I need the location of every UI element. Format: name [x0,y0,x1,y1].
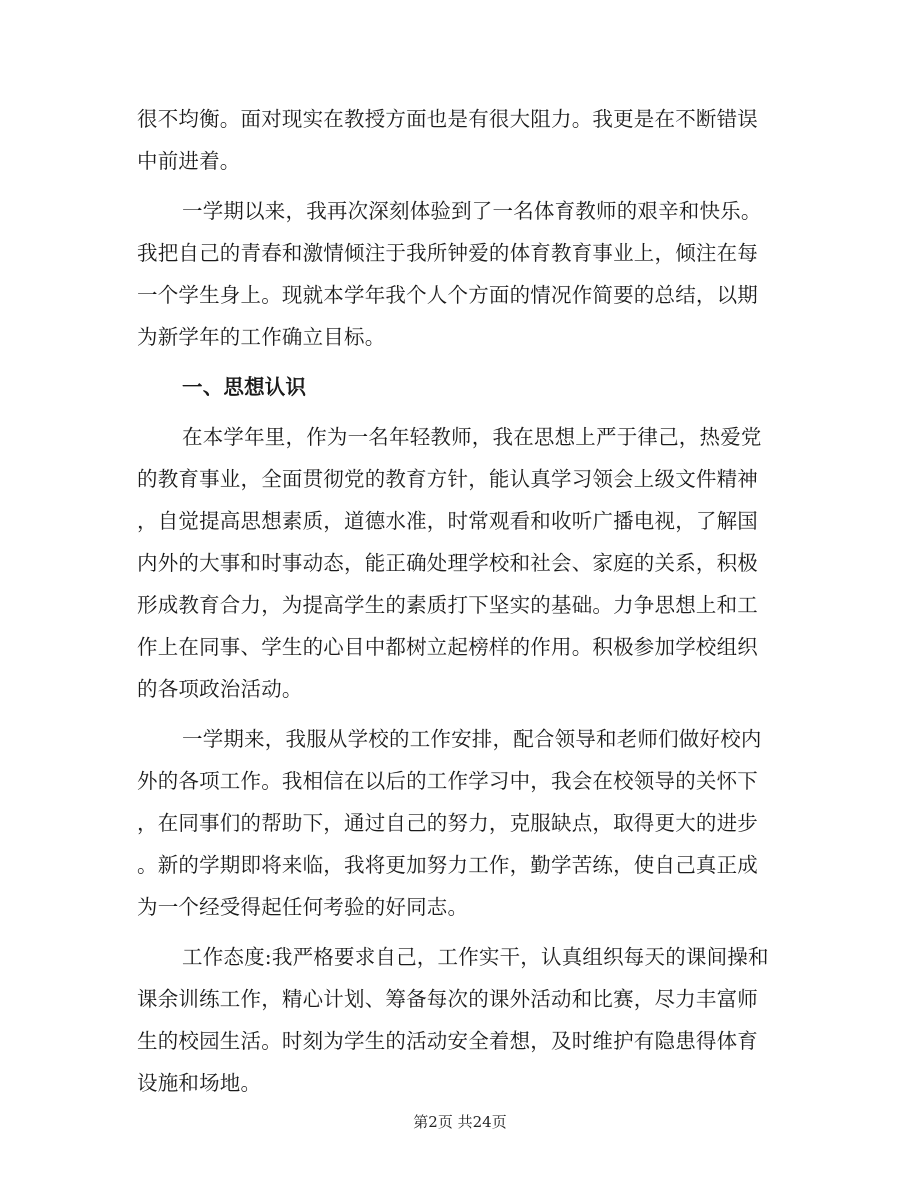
document-body [137,98,787,1104]
text-line: ，自觉提高思想素质，道德水准，时常观看和收听广播电视，了解国 [137,509,758,533]
section-heading-text: 一、思想认识 [182,375,307,399]
text-line: 一学期以来，我再次深刻体验到了一名体育教师的艰辛和快乐。 [182,199,762,223]
text-line: 作上在同事、学生的心目中都树立起榜样的作用。积极参加学校组织 [137,635,758,659]
paragraph [137,718,787,928]
text-line: 的教育事业，全面贯彻党的教育方针，能认真学习领会上级文件精神 [137,467,758,491]
text-line: 为一个经受得起任何考验的好同志。 [137,895,469,919]
text-line: 形成教育合力，为提高学生的素质打下坚实的基础。力争思想上和工 [137,593,758,617]
paragraph [137,936,787,1104]
paragraph [137,190,787,358]
text-line: 课余训练工作，精心计划、筹备每次的课外活动和比赛，尽力丰富师 [137,987,758,1011]
text-line: 设施和场地。 [137,1071,262,1095]
text-line: 工作态度:我严格要求自己，工作实干，认真组织每天的课间操和 [182,945,769,969]
paragraph [137,416,787,710]
text-line: 我把自己的青春和激情倾注于我所钟爱的体育教育事业上，倾注在每 [137,241,758,265]
text-line: 为新学年的工作确立目标。 [137,325,386,349]
page-number-footer: 第2页 共24页 [413,1113,507,1131]
text-line: 的各项政治活动。 [137,677,303,701]
text-line: 中前进着。 [137,149,241,173]
text-line: 外的各项工作。我相信在以后的工作学习中，我会在校领导的关怀下 [137,769,758,793]
paragraph-continuation [137,98,787,182]
text-line: ，在同事们的帮助下，通过自己的努力，克服缺点，取得更大的进步 [137,811,758,835]
text-line: 很不均衡。面对现实在教授方面也是有很大阻力。我更是在不断错误 [137,107,758,131]
text-line: 内外的大事和时事动态，能正确处理学校和社会、家庭的关系，积极 [137,551,758,575]
text-line: 一学期来，我服从学校的工作安排，配合领导和老师们做好校内 [182,727,762,751]
text-line: 一个学生身上。现就本学年我个人个方面的情况作简要的总结，以期 [137,283,758,307]
text-line: 生的校园生活。时刻为学生的活动安全着想，及时维护有隐患得体育 [137,1029,758,1053]
section-heading [137,366,787,408]
text-line: 在本学年里，作为一名年轻教师，我在思想上严于律己，热爱党 [182,425,762,449]
text-line: 。新的学期即将来临，我将更加努力工作，勤学苦练，使自己真正成 [137,853,758,877]
